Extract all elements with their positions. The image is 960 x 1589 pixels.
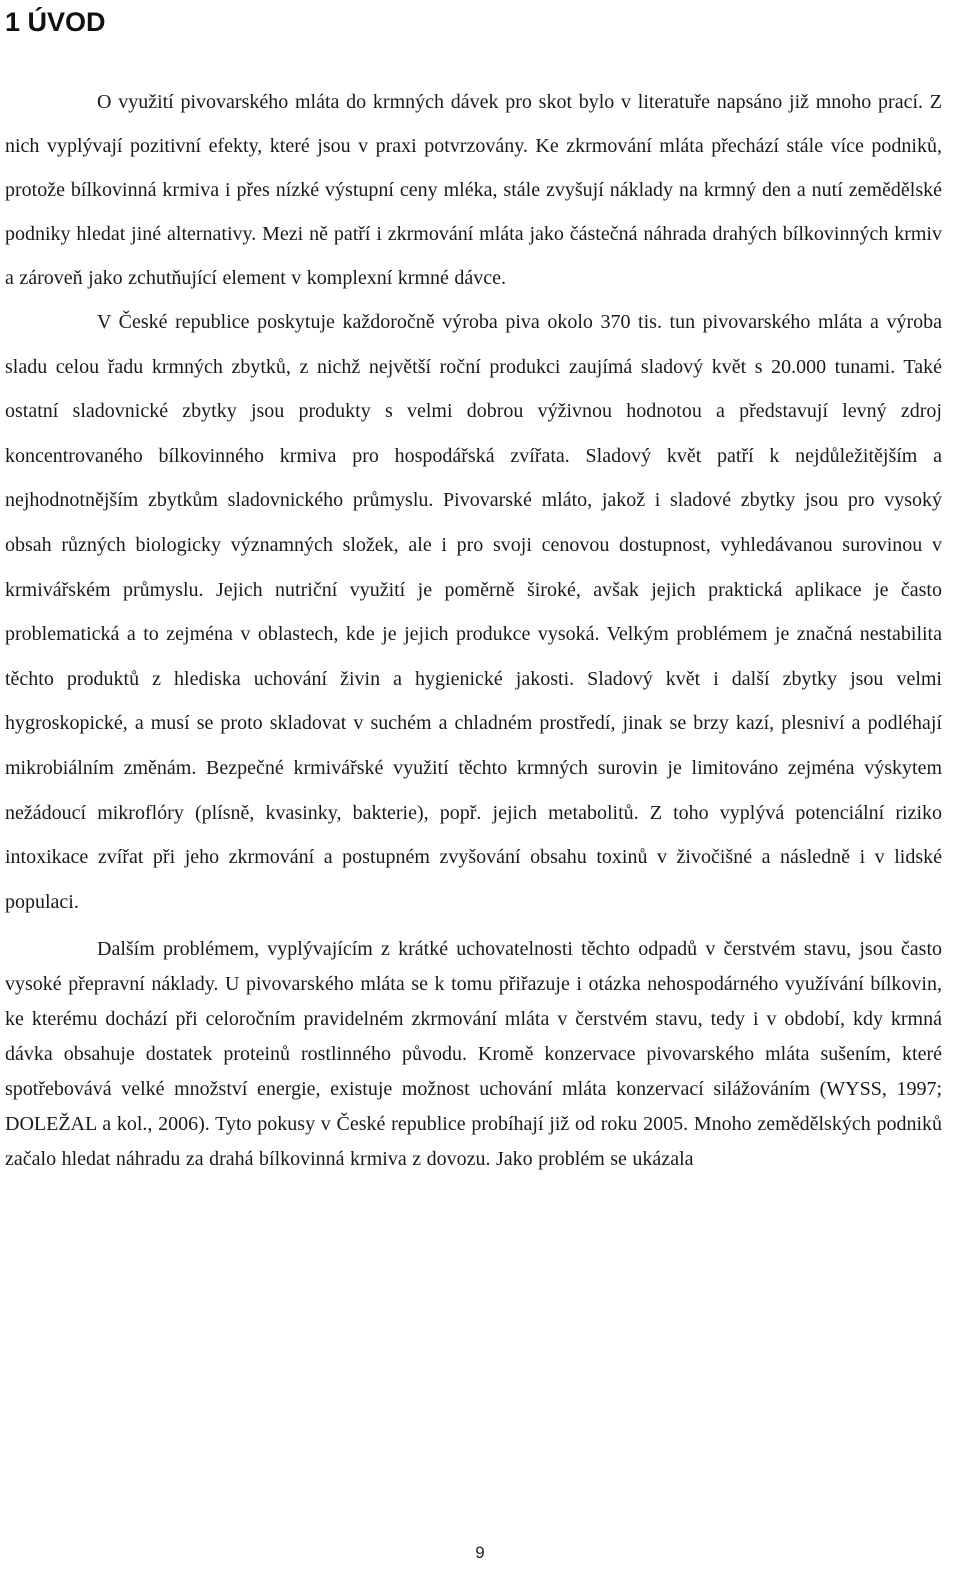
document-page: [5, 0, 942, 1177]
section-heading: 1 ÚVOD: [5, 7, 106, 37]
paragraph-problems: Dalším problémem, vyplývajícím z krátké uchovatelnosti těchto odpadů v čerstvém stavu, jsou často vysoké přepravní náklady. U pivovarského mláta se k tomu přiřazuje i otázka nehospodárného využívání bílkovin, ke kterému dochází při celoročním pravidelném zkrmování mláta v čerstvém stavu, tedy i v období, kdy krmná dávka obsahuje dostatek proteinů rostlinného původu. Kromě konzervace pivovarského mláta sušením, které spotřebovává velké množství energie, existuje možnost uchování mláta konzervací silážováním (WYSS, 1997; DOLEŽAL a kol., 2006). Tyto pokusy v České republice probíhají již od roku 2005. Mnoho zemědělských podniků začalo hledat náhradu za drahá bílkovinná krmiva z dovozu. Jako problém se ukázala: [5, 938, 942, 1171]
paragraph-intro: O využití pivovarského mláta do krmných dávek pro skot bylo v literatuře napsáno již mnoho prací. Z nich vyplývají pozitivní efekty, které jsou v praxi potvrzovány. Ke zkrmování mláta přechází stále více podniků, protože bílkovinná krmiva i přes nízké výstupní ceny mléka, stále zvyšují náklady na krmný den a nutí zemědělské podniky hledat jiné alternativy. Mezi ně patří i zkrmování mláta jako částečná náhrada drahých bílkovinných krmiv a zároveň jako zchutňující element v komplexní krmné dávce.: [5, 91, 942, 289]
paragraph-production: V České republice poskytuje každoročně výroba piva okolo 370 tis. tun pivovarského mláta a výroba sladu celou řadu krmných zbytků, z nichž největší roční produkci zaujímá sladový květ s 20.000 tunami. Také ostatní sladovnické zbytky jsou produkty s velmi dobrou výživnou hodnotou a představují levný zdroj koncentrovaného bílkovinného krmiva pro hospodářská zvířata. Sladový květ patří k nejdůležitějším a nejhodnotnějším zbytkům sladovnického průmyslu. Pivovarské mláto, jakož i sladové zbytky jsou pro vysoký obsah různých biologicky významných složek, ale i pro svoji cenovou dostupnost, vyhledávanou surovinou v krmivářském průmyslu. Jejich nutriční využití je poměrně široké, avšak jejich praktická aplikace je často problematická a to zejména v oblastech, kde je jejich produkce vysoká. Velkým problémem je značná nestabilita těchto produktů z hlediska uchování živin a hygienické jakosti. Sladový květ i další zbytky jsou velmi hygroskopické, a musí se proto skladovat v suchém a chladném prostředí, jinak se brzy kazí, plesniví a podléhají mikrobiálním změnám. Bezpečné krmivářské využití těchto krmných surovin je limitováno zejména výskytem nežádoucí mikroflóry (plísně, kvasinky, bakterie), popř. jejich metabolitů. Z toho vyplývá potenciální riziko intoxikace zvířat při jeho zkrmování a postupném zvyšování obsahu toxinů v živočišné a následně i v lidské populaci.: [5, 311, 942, 913]
page-number: 9: [475, 1543, 485, 1562]
